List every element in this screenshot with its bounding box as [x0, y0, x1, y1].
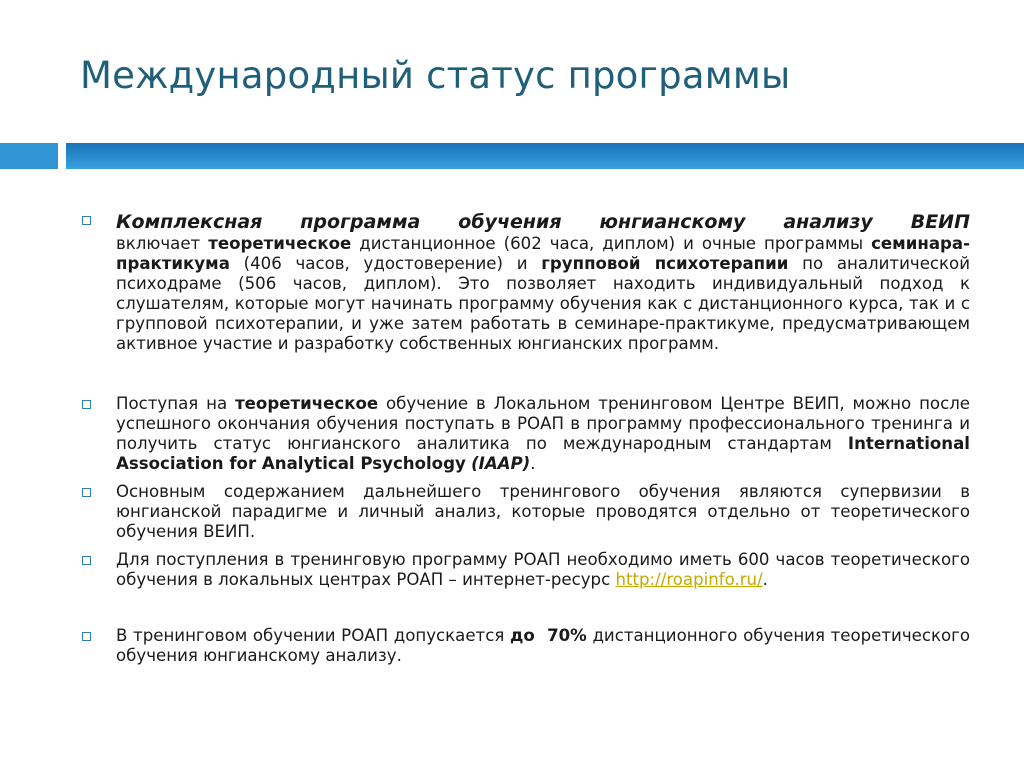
item-text: .: [762, 570, 768, 589]
square-bullet-icon: [82, 556, 91, 565]
item-text: (406 часов, удостоверение) и: [229, 254, 542, 273]
bold-italic-text: (IAAP): [471, 454, 531, 473]
item-text: дистанционного обучения теоретического обучения юнгианскому анализу.: [116, 626, 970, 665]
bullet-item-theory: [80, 394, 970, 474]
program-heading: Комплексная программа обучения юнгианскому анализу ВЕИП: [116, 211, 970, 233]
bullet-item-supervision: [80, 482, 970, 542]
header-band-left: [0, 143, 58, 169]
item-text: Поступая на: [116, 394, 236, 413]
item-text: включает: [116, 234, 209, 253]
bold-text: групповой психотерапии: [541, 254, 789, 273]
bold-text: до 70%: [509, 626, 587, 645]
bullet-item-program: [80, 210, 970, 354]
item-text: Основным содержанием дальнейшего тренингового обучения являются супервизии в юнгианской парадигме и личный анализ, которые проводятся отдельно от теоретического обучения ВЕИП.: [116, 482, 970, 541]
item-text: по аналитической психодраме (506 часов, диплом). Это позволяет находить индивидуальный подход к слушателям, которые могут начинать программу обучения как с дистанционного курса, так и с групповой психотерапии, и уже затем работать в семинаре-практикуме, предусматривающем активное участие и разработку собственных юнгианских программ.: [116, 254, 970, 353]
slide-content: [80, 210, 970, 666]
header-band-right: [66, 143, 1024, 169]
item-text: В тренинговом обучении РОАП допускается: [116, 626, 510, 645]
item-text: Для поступления в тренинговую программу РОАП необходимо иметь 600 часов теоретического обучения в локальных центрах РОАП – интернет-ресурс: [116, 550, 970, 589]
roapinfo-link[interactable]: http://roapinfo.ru/: [615, 570, 763, 589]
bold-text: семинара-практикума: [116, 234, 970, 273]
item-text: обучение в Локальном тренинговом Центре ВЕИП, можно после успешного окончания обучения поступать в РОАП в программу профессионального тренинга и получить статус юнгианского аналитика по международным стандартам: [116, 394, 971, 453]
item-text: дистанционное (602 часа, диплом) и очные программы: [351, 234, 872, 253]
square-bullet-icon: [82, 632, 91, 641]
bold-text: теоретическое: [208, 234, 352, 253]
square-bullet-icon: [82, 488, 91, 497]
bullet-item-distance: [80, 626, 970, 666]
bold-text: теоретическое: [235, 394, 379, 413]
bullet-item-admission: [80, 550, 970, 590]
square-bullet-icon: [82, 400, 91, 409]
square-bullet-icon: [82, 216, 91, 225]
item-text: .: [530, 454, 536, 473]
bold-text: International Association for Analytical Psychology: [116, 434, 970, 473]
slide-title: Международный статус программы: [80, 54, 791, 97]
